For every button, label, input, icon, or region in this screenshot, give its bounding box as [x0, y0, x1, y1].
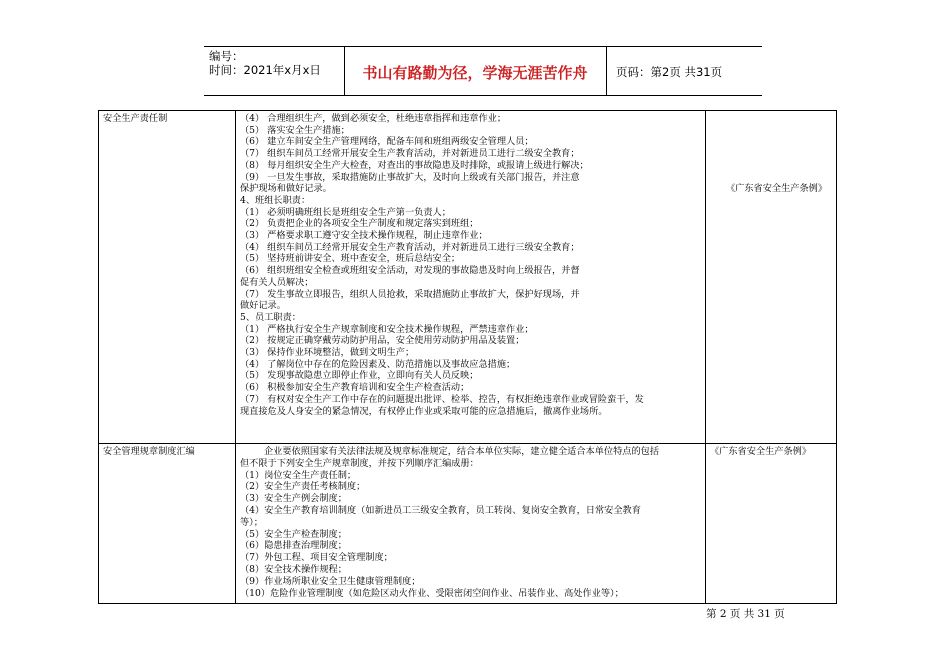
content-line: （1） 严格执行安全生产规章制度和安全技术操作规程，严禁违章作业；: [240, 323, 534, 335]
document-number-label: 编号：: [209, 49, 244, 63]
source-reference: 《广东省安全生产条例》: [726, 183, 828, 194]
regulation-table: [98, 110, 837, 604]
section-heading: 4、班组长职责：: [240, 194, 311, 206]
content-line: （5） 发现事故隐患立即停止作业，立即向有关人员反映；: [240, 370, 479, 382]
content-line: （5） 坚持班前讲安全、班中查安全，班后总结安全；: [240, 253, 461, 265]
content-line: （3） 保持作业环境整洁，做到文明生产；: [240, 347, 415, 359]
content-line: 促有关人员解决；: [240, 276, 314, 288]
content-line: （7） 组织车间员工经常开展安全生产教育活动，并对新进员工进行二级安全教育；: [240, 148, 580, 160]
content-line: （2） 按规定正确穿戴劳动防护用品，安全使用劳动防护用品及装置；: [240, 335, 525, 347]
row-content: [236, 111, 706, 444]
header-top-rule: [204, 46, 762, 47]
content-line: （4） 合理组织生产，做到必须安全，杜绝违章指挥和违章作业；: [240, 113, 507, 124]
content-line: （1） 必须明确班组长是班组安全生产第一负责人；: [240, 206, 451, 218]
content-line: （6）隐患排查治理制度；: [240, 540, 347, 552]
content-line: 保护现场和做好记录。: [240, 183, 332, 195]
content-line: （8）安全技术操作规程；: [240, 563, 347, 575]
page-footer: 第 2 页 共 31 页: [706, 608, 785, 620]
row-category: 安全管理规章制度汇编: [99, 444, 236, 604]
header-bottom-rule: [204, 95, 762, 96]
table-row: [99, 111, 837, 444]
row-content: [236, 444, 706, 604]
content-line: （5） 落实安全生产措施；: [240, 124, 350, 136]
content-line: （6） 建立车间安全生产管理网络，配备车间和班组两级安全管理人员；: [240, 136, 534, 148]
content-line: （8） 每月组织安全生产大检查，对查出的事故隐患及时排除，或报请上级进行解决；: [240, 159, 589, 171]
content-line: 但不限于下列安全生产规章制度，并按下列顺序汇编成册：: [240, 457, 479, 469]
content-line: 等）；: [240, 516, 263, 528]
header-info: [209, 49, 321, 77]
header-page-label: 页码：第2页 共31页: [616, 65, 723, 79]
content-line: （7）外包工程、项目安全管理制度；: [240, 552, 393, 564]
row-source: [706, 444, 837, 604]
content-line: （2） 负责把企业的各项安全生产制度和规定落实到班组；: [240, 218, 479, 230]
content-line: （3）安全生产例会制度；: [240, 493, 347, 505]
row-category: 安全生产责任制: [99, 111, 236, 444]
content-line: （3） 严格要求职工遵守安全技术操作规程，制止违章作业；: [240, 230, 488, 242]
content-line: （1）岗位安全生产责任制；: [240, 469, 357, 481]
content-line: （10）危险作业管理制度（如危险区动火作业、受限密闭空间作业、吊装作业、高处作业等）；: [240, 587, 624, 599]
header-divider-right: [606, 46, 607, 96]
content-line: （9） 一旦发生事故，采取措施防止事故扩大，及时向上级或有关部门报告，并注意: [240, 171, 580, 183]
content-line: 做好记录。: [240, 300, 286, 312]
content-line: （5）安全生产检查制度；: [240, 528, 347, 540]
content-line: （4） 组织车间员工经常开展安全生产教育活动，并对新进员工进行三级安全教育；: [240, 241, 580, 253]
table-row: [99, 444, 837, 604]
content-line: （4） 了解岗位中存在的危险因素及、防范措施以及事故应急措施；: [240, 358, 516, 370]
row-source: [706, 111, 837, 444]
content-line: （4）安全生产教育培训制度（如新进员工三级安全教育，员工转岗、复岗安全教育，日常安全教育: [240, 504, 641, 516]
document-time-label: 时间：2021年x月x日: [209, 63, 321, 77]
content-line: 现直接危及人身安全的紧急情况，有权停止作业或采取可能的应急措施后，撤离作业场所。: [240, 405, 608, 417]
section-heading: 5、员工职责：: [240, 311, 301, 323]
content-line: （2）安全生产责任考核制度；: [240, 481, 366, 493]
content-line: （7） 发生事故立即报告，组织人员抢救，采取措施防止事故扩大，保护好现场，并: [240, 288, 580, 300]
source-reference: 《广东省安全生产条例》: [710, 446, 812, 457]
content-line: （7） 有权对安全生产工作中存在的问题提出批评、检举、控告，有权拒绝违章作业或冒险蛮干，发: [240, 393, 644, 405]
content-line: （6） 积极参加安全生产教育培训和安全生产检查活动；: [240, 382, 470, 394]
content-line: 企业要依照国家有关法律法规及规章标准规定，结合本单位实际，建立健全适合本单位特点的包括: [264, 446, 660, 457]
content-line: （6） 组织班组安全检查或班组安全活动，对发现的事故隐患及时向上级报告，并督: [240, 265, 580, 277]
header-motto: 书山有路勤为径，学海无涯苦作舟: [362, 64, 588, 82]
content-line: （9）作业场所职业安全卫生健康管理制度；: [240, 575, 421, 587]
